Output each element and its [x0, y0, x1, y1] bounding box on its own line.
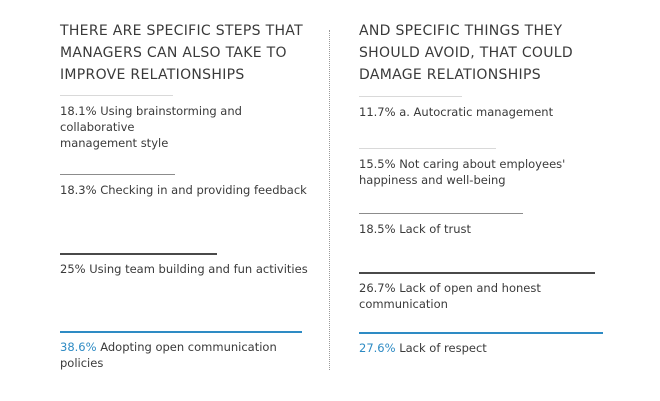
- bar-label-left-4: [60, 339, 310, 371]
- category-label: communication: [359, 297, 448, 311]
- category-label: happiness and well-being: [359, 173, 506, 187]
- bar-label-right-4: [359, 280, 609, 312]
- right-heading-line-3: DAMAGE RELATIONSHIPS: [359, 67, 541, 83]
- category-label: management style: [60, 136, 169, 150]
- bar-right-1: [359, 96, 462, 97]
- category-label: Using team building and fun activities: [85, 262, 308, 276]
- bar-left-2: [60, 174, 175, 175]
- bar-label-right-5: [359, 340, 609, 356]
- value-label: 18.3%: [60, 183, 97, 197]
- bar-label-left-3: [60, 261, 310, 277]
- category-label: Not caring about employees': [395, 157, 566, 171]
- bar-right-5: [359, 332, 603, 334]
- bar-label-right-3: [359, 221, 609, 237]
- right-heading-line-2: SHOULD AVOID, THAT COULD: [359, 45, 573, 61]
- category-label: Lack of open and honest: [395, 281, 541, 295]
- bar-left-4: [60, 331, 302, 333]
- category-label: policies: [60, 356, 104, 370]
- category-label: Using brainstorming and collaborative: [60, 104, 242, 134]
- value-label: 18.1%: [60, 104, 97, 118]
- bar-label-left-1: [60, 103, 310, 151]
- left-heading-line-2: MANAGERS CAN ALSO TAKE TO: [60, 45, 287, 61]
- value-label: 11.7%: [359, 105, 396, 119]
- bar-left-3: [60, 253, 217, 255]
- value-label: 26.7%: [359, 281, 396, 295]
- category-label: Checking in and providing feedback: [96, 183, 307, 197]
- category-label: Lack of respect: [395, 341, 487, 355]
- bar-label-left-2: [60, 182, 310, 198]
- value-label: 25%: [60, 262, 86, 276]
- bar-left-1: [60, 95, 173, 96]
- category-label: Lack of trust: [395, 222, 472, 236]
- bar-label-right-2: [359, 156, 609, 188]
- left-heading-line-3: IMPROVE RELATIONSHIPS: [60, 67, 245, 83]
- left-heading-line-1: THERE ARE SPECIFIC STEPS THAT: [60, 23, 303, 39]
- value-label: 18.5%: [359, 222, 396, 236]
- right-heading: [359, 20, 619, 86]
- column-divider: [329, 30, 330, 370]
- value-label: 15.5%: [359, 157, 396, 171]
- value-label: 38.6%: [60, 340, 97, 354]
- right-heading-line-1: AND SPECIFIC THINGS THEY: [359, 23, 563, 39]
- left-heading: [60, 20, 320, 86]
- category-label: a. Autocratic management: [395, 105, 554, 119]
- bar-label-right-1: [359, 104, 609, 120]
- category-label: Adopting open communication: [96, 340, 277, 354]
- value-label: 27.6%: [359, 341, 396, 355]
- bar-right-4: [359, 272, 595, 274]
- bar-right-2: [359, 148, 496, 149]
- bar-right-3: [359, 213, 523, 214]
